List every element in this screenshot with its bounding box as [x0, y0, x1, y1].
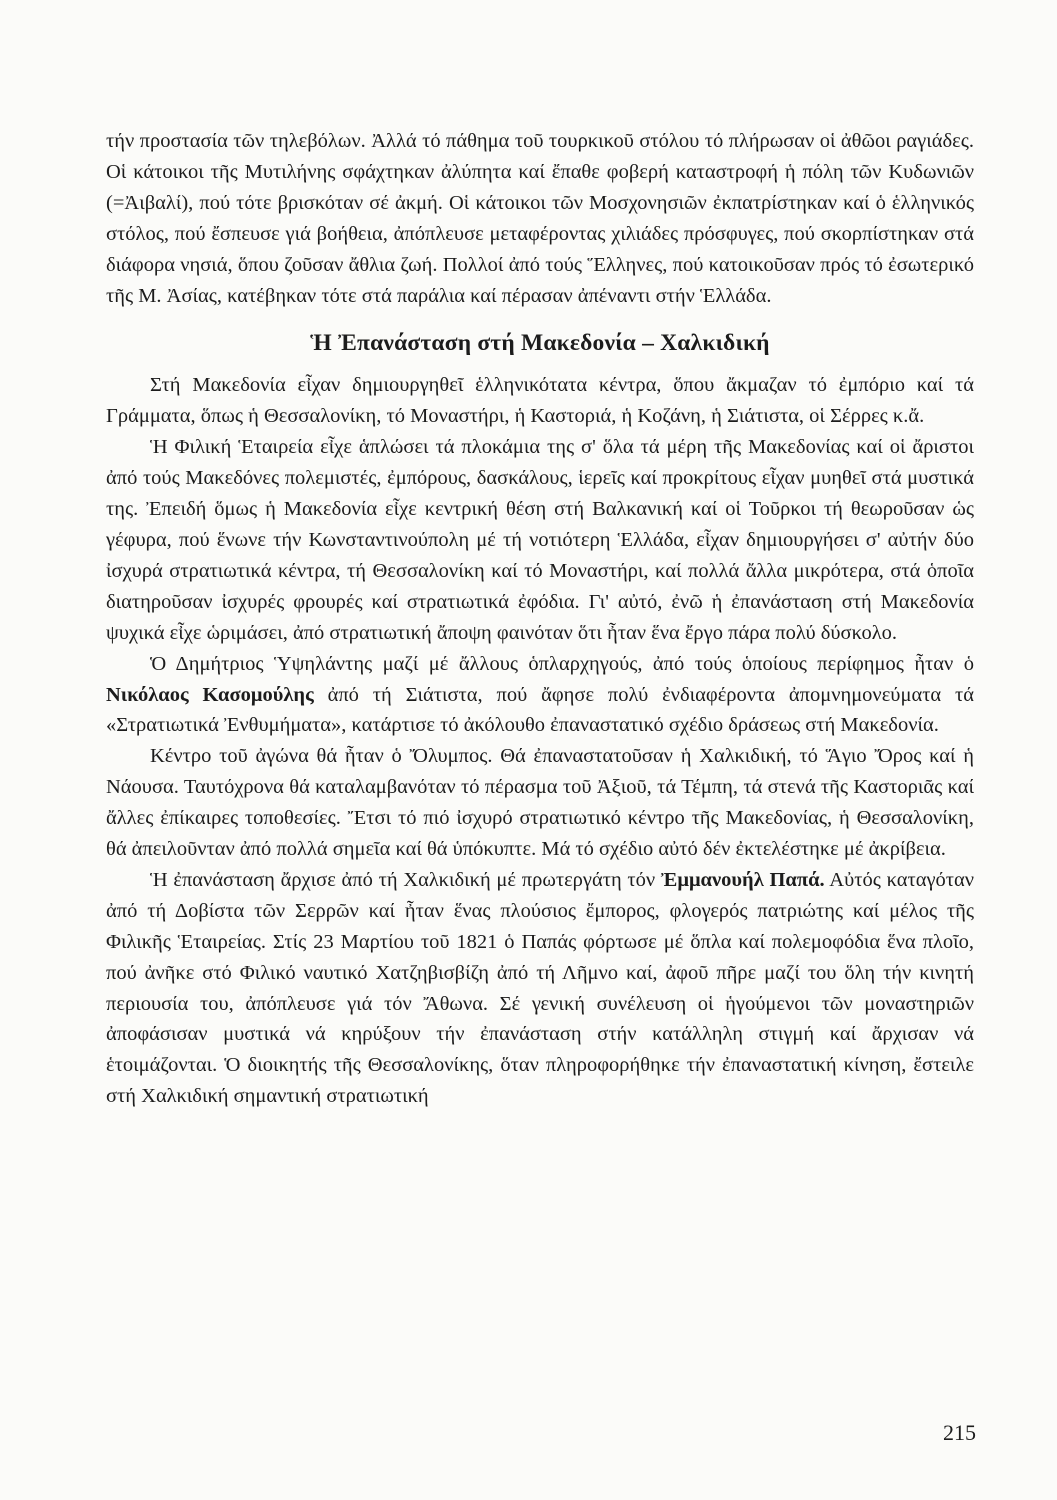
paragraph-text: Ὁ Δημήτριος Ὑψηλάντης μαζί μέ ἄλλους ὁπλαρχηγούς, ἀπό τούς ὁποίους περίφημος ἦταν ὁ: [150, 652, 974, 675]
page-number: 215: [943, 1420, 976, 1445]
section-heading: Ἡ Ἐπανάσταση στή Μακεδονία – Χαλκιδική: [310, 330, 770, 357]
bold-name: Ἐμμανουήλ Παπά.: [660, 868, 825, 891]
paragraph-text: ἀπό τή Σιάτιστα, πού ἄφησε πολύ ἐνδιαφέροντα ἀπομνημονεύματα τά «Στρατιωτικά Ἐνθυμήματα», κατάρτισε τό ἀκόλουθο ἐπαναστατικό σχέδιο δράσεως στή Μακεδονία.: [106, 683, 974, 737]
paragraph-text: Ἡ ἐπανάσταση ἄρχισε ἀπό τή Χαλκιδική μέ πρωτεργάτη τόν: [150, 868, 661, 891]
paragraph: Στή Μακεδονία εἶχαν δημιουργηθεῖ ἑλληνικότατα κέντρα, ὅπου ἄκμαζαν τό ἐμπόριο καί τά Γράμματα, ὅπως ἡ Θεσσαλονίκη, τό Μοναστήρι, ἡ Καστοριά, ἡ Κοζάνη, ἡ Σιάτιστα, οἱ Σέρρες κ.ἄ.: [106, 374, 974, 428]
paragraph: Κέντρο τοῦ ἀγώνα θά ἦταν ὁ Ὄλυμπος. Θά ἐπαναστατοῦσαν ἡ Χαλκιδική, τό Ἅγιο Ὄρος καί ἡ Νάουσα. Ταυτόχρονα θά καταλαμβανόταν τό πέρασμα τοῦ Ἀξιοῦ, τά Τέμπη, τά στενά τῆς Καστοριᾶς καί ἄλλες ἐπίκαιρες τοποθεσίες. Ἔτσι τό πιό ἰσχυρό στρατιωτικό κέντρο τῆς Μακεδονίας, ἡ Θεσσαλονίκη, θά ἀπειλοῦνταν ἀπό πολλά σημεῖα καί θά ὑπόκυπτε. Μά τό σχέδιο αὐτό δέν ἐκτελέστηκε μέ ἀκρίβεια.: [106, 745, 974, 861]
paragraph-continuation: τήν προστασία τῶν τηλεβόλων. Ἀλλά τό πάθημα τοῦ τουρκικοῦ στόλου τό πλήρωσαν οἱ ἀθῶοι ραγιάδες. Οἱ κάτοικοι τῆς Μυτιλήνης σφάχτηκαν ἀλύπητα καί ἔπαθε φοβερή καταστροφή ἡ πόλη τῶν Κυδωνιῶν (=Ἀιβαλί), πού τότε βρισκόταν σέ ἀκμή. Οἱ κάτοικοι τῶν Μοσχονησιῶν ἐκπατρίστηκαν καί ὁ ἑλληνικός στόλος, πού ἔσπευσε γιά βοήθεια, ἀπόπλευσε μεταφέροντας χιλιάδες πρόσφυγες, πού σκορπίστηκαν στά διάφορα νησιά, ὅπου ζοῦσαν ἄθλια ζωή. Πολλοί ἀπό τούς Ἕλληνες, πού κατοικοῦσαν πρός τό ἐσωτερικό τῆς Μ. Ἀσίας, κατέβηκαν τότε στά παράλια καί πέρασαν ἀπέναντι στήν Ἑλλάδα.: [106, 130, 974, 307]
paragraph-text: Αὐτός καταγόταν ἀπό τή Δοβίστα τῶν Σερρῶν καί ἦταν ἕνας πλούσιος ἔμπορος, φλογερός πατριώτης καί μέλος τῆς Φιλικῆς Ἑταιρείας. Στίς 23 Μαρτίου τοῦ 1821 ὁ Παπάς φόρτωσε μέ ὅπλα καί πολεμοφόδια ἕνα πλοῖο, πού ἀνῆκε στό Φιλικό ναυτικό Χατζηβισβίζη ἀπό τή Λῆμνο καί, ἀφοῦ πῆρε μαζί του ὅλη τήν κινητή περιουσία του, ἀπόπλευσε γιά τόν Ἄθωνα. Σέ γενική συνέλευση οἱ ἡγούμενοι τῶν μοναστηριῶν ἀποφάσισαν μυστικά νά κηρύξουν τήν ἐπανάσταση στήν κατάλληλη στιγμή καί ἄρχισαν νά ἑτοιμάζονται. Ὁ διοικητής τῆς Θεσσαλονίκης, ὅταν πληροφορήθηκε τήν ἐπαναστατική κίνηση, ἔστειλε στή Χαλκιδική σημαντική στρατιωτική: [106, 868, 975, 1108]
paragraph: Ἡ Φιλική Ἑταιρεία εἶχε ἁπλώσει τά πλοκάμια της σ' ὅλα τά μέρη τῆς Μακεδονίας καί οἱ ἄριστοι ἀπό τούς Μακεδόνες πολεμιστές, ἐμπόρους, δασκάλους, ἱερεῖς καί προκρίτους εἶχαν μυηθεῖ στά μυστικά της. Ἐπειδή ὅμως ἡ Μακεδονία εἶχε κεντρική θέση στή Βαλκανική καί οἱ Τοῦρκοι τή θεωροῦσαν ὡς γέφυρα, πού ἕνωνε τήν Κωνσταντινούπολη μέ τή νοτιότερη Ἑλλάδα, εἶχαν δημιουργήσει σ' αὐτήν δύο ἰσχυρά στρατιωτικά κέντρα, τή Θεσσαλονίκη καί τό Μοναστήρι, καί πολλά ἄλλα μικρότερα, στά ὁποῖα διατηροῦσαν ἰσχυρές φρουρές καί στρατιωτικά ἐφόδια. Γι' αὐτό, ἐνῶ ἡ ἐπανάσταση στή Μακεδονία ψυχικά εἶχε ὡριμάσει, ἀπό στρατιωτική ἄποψη φαινόταν ὅτι ἦταν ἕνα ἔργο πάρα πολύ δύσκολο.: [106, 436, 974, 644]
paragraph: [106, 649, 974, 742]
paragraph: [106, 865, 974, 1112]
bold-name: Νικόλαος Κασομούλης: [106, 683, 314, 706]
body-text: [106, 126, 974, 1112]
